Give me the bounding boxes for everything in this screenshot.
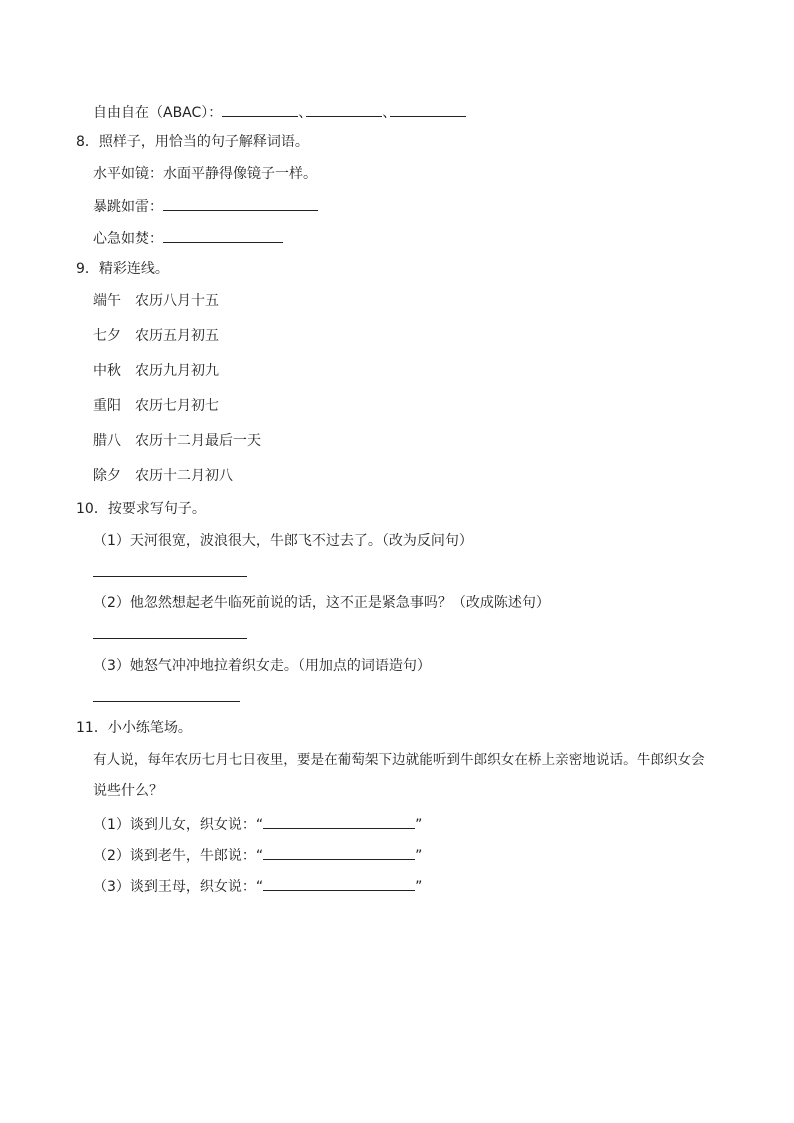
- q9-row: [93, 362, 219, 380]
- q10-item1: （1）天河很宽，波浪很大，牛郎飞不过去了。（改为反问句）: [93, 533, 473, 549]
- q9-row: [93, 292, 219, 310]
- festival-date: 农历七月初七: [135, 398, 219, 414]
- q7-label: 自由自在（ABAC）：: [93, 105, 223, 121]
- answer-blank[interactable]: [222, 102, 298, 117]
- answer-blank[interactable]: [163, 228, 283, 243]
- q9-row: [93, 397, 219, 415]
- answer-blank[interactable]: [263, 876, 415, 891]
- festival-name: 中秋: [93, 363, 121, 379]
- q8-item2: 心急如焚：: [93, 228, 283, 248]
- q10-title: 10．按要求写句子。: [76, 501, 206, 517]
- festival-name: 七夕: [93, 328, 121, 344]
- answer-blank[interactable]: [163, 196, 318, 211]
- q11-title: 11．小小练笔场。: [76, 720, 192, 736]
- q10-item3: （3）她怒气冲冲地拉着织女走。（用加点的词语造句）: [93, 658, 431, 674]
- festival-date: 农历九月初九: [135, 363, 219, 379]
- festival-date: 农历十二月最后一天: [135, 433, 261, 449]
- q9-row: [93, 327, 219, 345]
- q11-paragraph-line1: 有人说，每年农历七月七日夜里，要是在葡萄架下边就能听到牛郎织女在桥上亲密地说话。牛郎织女会: [93, 752, 705, 768]
- q9-title: 9．精彩连线。: [76, 261, 169, 277]
- festival-name: 重阳: [93, 398, 121, 414]
- q8-title: 8．照样子，用恰当的句子解释词语。: [76, 134, 309, 150]
- answer-blank[interactable]: [390, 102, 466, 117]
- q11-paragraph-line2: 说些什么？: [93, 783, 163, 799]
- q9-row: [93, 432, 261, 450]
- answer-blank[interactable]: [263, 814, 415, 829]
- festival-name: 端午: [93, 293, 121, 309]
- q7-abac-line: 自由自在（ABAC）： 、 、: [93, 102, 466, 122]
- festival-name: 腊八: [93, 433, 121, 449]
- answer-blank[interactable]: [263, 845, 415, 860]
- festival-name: 除夕: [93, 468, 121, 484]
- festival-date: 农历五月初五: [135, 328, 219, 344]
- answer-blank[interactable]: [306, 102, 382, 117]
- answer-line[interactable]: [93, 576, 247, 577]
- answer-line[interactable]: [93, 701, 240, 702]
- q9-row: [93, 467, 233, 485]
- q11-item1: （1）谈到儿女，织女说：“ ”: [93, 814, 422, 834]
- q8-item1: 暴跳如雷：: [93, 196, 318, 216]
- q11-item2: （2）谈到老牛，牛郎说：“ ”: [93, 845, 422, 865]
- festival-date: 农历十二月初八: [135, 468, 233, 484]
- q10-item2: （2）他忽然想起老牛临死前说的话，这不正是紧急事吗？（改成陈述句）: [93, 595, 550, 611]
- q11-item3: （3）谈到王母，织女说：“ ”: [93, 876, 422, 896]
- festival-date: 农历八月十五: [135, 293, 219, 309]
- answer-line[interactable]: [93, 638, 247, 639]
- q8-example: 水平如镜：水面平静得像镜子一样。: [93, 166, 317, 182]
